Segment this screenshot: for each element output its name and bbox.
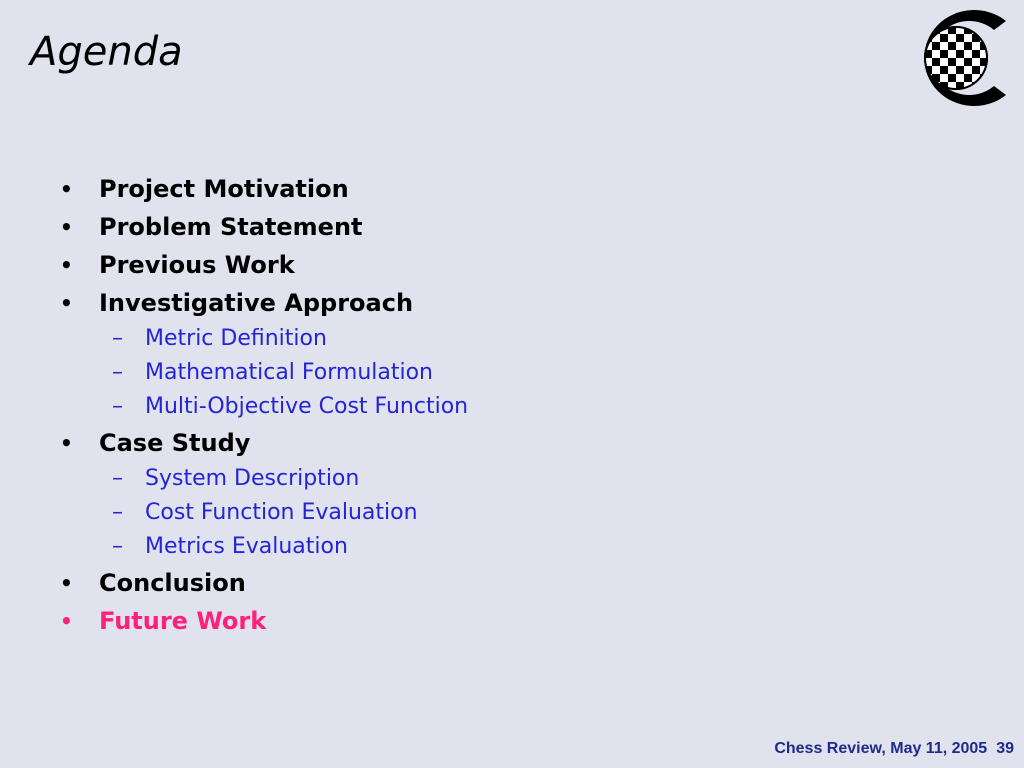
agenda-item-label: Previous Work xyxy=(99,251,295,279)
dash-icon: – xyxy=(112,534,123,559)
agenda-subitem-label: Cost Function Evaluation xyxy=(145,500,418,525)
agenda-item-label: Problem Statement xyxy=(99,213,363,241)
agenda-subitem-label: Metric Definition xyxy=(145,326,327,351)
agenda-item-label: Conclusion xyxy=(99,569,246,597)
agenda-subitem-label: Metrics Evaluation xyxy=(145,534,348,559)
agenda-item-label: Future Work xyxy=(99,607,267,635)
bullet-icon: • xyxy=(60,609,73,633)
page-number: 39 xyxy=(996,740,1014,757)
bullet-icon: • xyxy=(60,177,73,201)
bullet-icon: • xyxy=(60,291,73,315)
agenda-subitem-label: Mathematical Formulation xyxy=(145,360,433,385)
slide-footer xyxy=(774,740,1014,758)
bullet-icon: • xyxy=(60,571,73,595)
agenda-item-label: Project Motivation xyxy=(99,175,349,203)
agenda-item-label: Investigative Approach xyxy=(99,289,414,317)
agenda-item-label: Case Study xyxy=(99,429,251,457)
bullet-icon: • xyxy=(60,215,73,239)
slide-title: Agenda xyxy=(30,29,183,75)
chess-logo-icon xyxy=(894,8,1014,108)
bullet-icon: • xyxy=(60,253,73,277)
dash-icon: – xyxy=(112,360,123,385)
dash-icon: – xyxy=(112,394,123,419)
dash-icon: – xyxy=(112,500,123,525)
dash-icon: – xyxy=(112,326,123,351)
agenda-subitem-label: System Description xyxy=(145,466,360,491)
bullet-icon: • xyxy=(60,431,73,455)
footer-text: Chess Review, May 11, 2005 xyxy=(774,740,988,757)
dash-icon: – xyxy=(112,466,123,491)
agenda-subitem-label: Multi-Objective Cost Function xyxy=(145,394,469,419)
